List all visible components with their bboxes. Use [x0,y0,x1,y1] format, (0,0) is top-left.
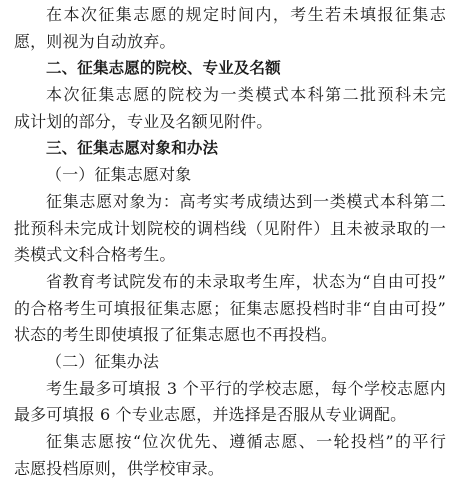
paragraph-line: 省教育考试院发布的未录取考生库，状态为“自由可投” [46,271,446,291]
paragraph-line: 的合格考生可填报征集志愿；征集志愿投档时非“自由可投” [14,298,446,318]
subsection-heading: （一）征集志愿对象 [46,165,192,185]
paragraph-line: 考生最多可填报 3 个平行的学校志愿，每个学校志愿内 [46,378,446,398]
subsection-heading: （二）征集办法 [46,351,160,371]
paragraph-line: 最多可填报 6 个专业志愿，并选择是否服从专业调配。 [14,405,407,425]
paragraph-line: 在本次征集志愿的规定时间内，考生若未填报征集志 [46,5,446,24]
paragraph-line: 本次征集志愿的院校为一类模式本科第二批预科未完 [46,85,446,105]
paragraph-line: 征集志愿对象为：高考实考成绩达到一类模式本科第二 [46,191,446,211]
paragraph-line: 征集志愿按“位次优先、遵循志愿、一轮投档”的平行 [46,432,446,451]
paragraph-line: 批预科未完成计划院校的调档线（见附件）且未被录取的一 [14,218,446,238]
paragraph-line: 愿，则视为自动放弃。 [14,31,176,51]
section-heading: 三、征集志愿对象和办法 [46,139,219,158]
section-heading: 二、征集志愿的院校、专业及名额 [46,59,281,78]
paragraph-line: 状态的考生即使填报了征集志愿也不再投档。 [14,325,338,345]
paragraph-line: 志愿投档原则，供学校审录。 [14,458,224,478]
paragraph-line: 成计划的部分，专业及名额见附件。 [14,111,273,131]
paragraph-line: 类模式文科合格考生。 [14,245,176,265]
